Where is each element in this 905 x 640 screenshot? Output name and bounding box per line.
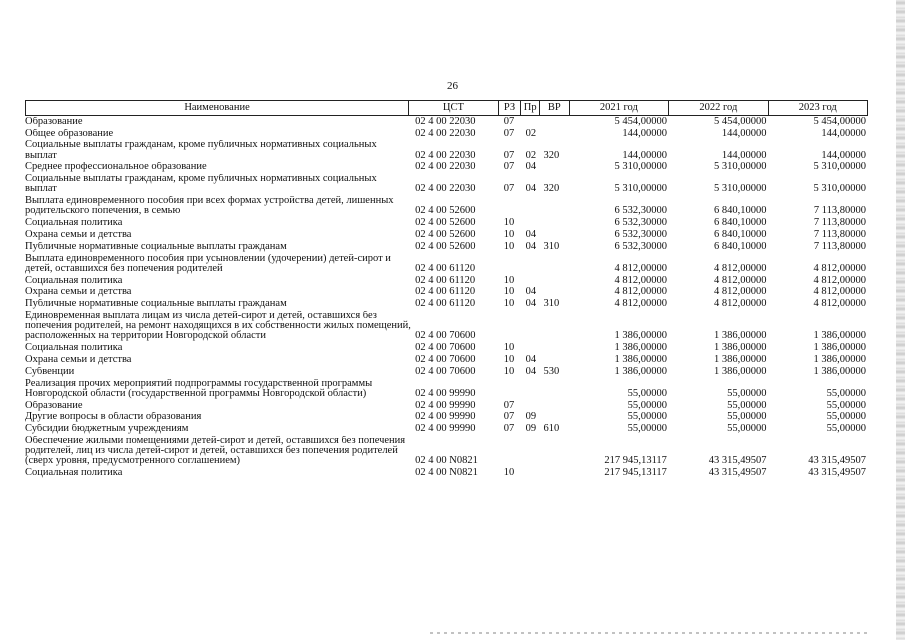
row-rz: 07 [503, 128, 515, 139]
row-value-2022: 43 315,49507 [708, 468, 767, 479]
row-name: Субвенции [25, 366, 75, 377]
row-rz: 07 [503, 424, 515, 435]
row-value-2021: 55,00000 [627, 388, 667, 399]
table-header [25, 100, 868, 116]
row-pr: 02 [525, 150, 537, 161]
row-cst: 02 4 00 70600 [415, 331, 476, 342]
table-row [25, 128, 868, 140]
table-row [25, 467, 868, 479]
row-value-2021: 6 532,30000 [614, 241, 667, 252]
table-row [25, 378, 868, 400]
row-name: Общее образование [25, 128, 114, 139]
row-value-2023: 144,00000 [821, 150, 866, 161]
row-rz: 07 [503, 412, 515, 423]
table-row [25, 253, 868, 275]
table-row [25, 287, 868, 299]
row-value-2022: 6 840,10000 [713, 218, 767, 229]
row-name: Выплата единовременного пособия при всех формах устройства детей, лишенных родительского попечения, в семью [25, 196, 394, 217]
row-rz: 10 [503, 287, 515, 298]
header-cst: ЦСТ [408, 101, 498, 115]
row-pr: 04 [525, 287, 537, 298]
row-value-2021: 1 386,00000 [614, 331, 667, 342]
row-vr: 610 [543, 424, 560, 435]
table-row [25, 298, 868, 310]
row-vr: 530 [543, 366, 560, 377]
row-value-2022: 4 812,00000 [713, 299, 767, 310]
row-value-2021: 4 812,00000 [614, 275, 667, 286]
row-rz: 10 [503, 343, 515, 354]
scan-bottom-artifact [430, 632, 870, 634]
row-value-2022: 1 386,00000 [713, 354, 767, 365]
row-value-2023: 144,00000 [821, 128, 866, 139]
row-vr: 310 [543, 241, 560, 252]
scan-edge-artifact [896, 0, 905, 640]
row-value-2022: 43 315,49507 [708, 456, 767, 467]
row-value-2023: 5 310,00000 [813, 184, 866, 195]
row-value-2023: 4 812,00000 [813, 263, 866, 274]
row-value-2023: 55,00000 [826, 412, 866, 423]
row-value-2021: 144,00000 [622, 150, 667, 161]
row-value-2021: 217 945,13117 [604, 468, 667, 479]
row-cst: 02 4 00 70600 [415, 343, 476, 354]
row-rz: 07 [503, 116, 515, 127]
row-value-2021: 6 532,30000 [614, 206, 667, 217]
row-value-2021: 5 310,00000 [614, 184, 667, 195]
row-cst: 02 4 00 22030 [415, 116, 476, 127]
row-value-2022: 6 840,10000 [713, 229, 767, 240]
row-value-2021: 1 386,00000 [614, 343, 667, 354]
row-value-2021: 144,00000 [622, 128, 667, 139]
row-name: Субсидии бюджетным учреждениям [25, 424, 189, 435]
row-name: Социальная политика [25, 218, 123, 229]
row-rz: 10 [503, 275, 515, 286]
row-value-2022: 1 386,00000 [713, 366, 767, 377]
row-vr: 310 [543, 299, 560, 310]
row-cst: 02 4 00 52600 [415, 206, 476, 217]
row-name: Другие вопросы в области образования [25, 412, 202, 423]
row-name: Публичные нормативные социальные выплаты гражданам [25, 299, 287, 310]
row-value-2021: 4 812,00000 [614, 299, 667, 310]
row-name: Социальная политика [25, 275, 123, 286]
row-value-2021: 55,00000 [627, 424, 667, 435]
row-value-2021: 6 532,30000 [614, 218, 667, 229]
row-value-2023: 7 113,80000 [813, 218, 866, 229]
row-value-2022: 5 310,00000 [713, 184, 767, 195]
table-row [25, 342, 868, 354]
row-value-2021: 5 454,00000 [614, 116, 667, 127]
row-value-2021: 1 386,00000 [614, 366, 667, 377]
row-value-2023: 43 315,49507 [808, 456, 866, 467]
row-value-2022: 55,00000 [727, 400, 767, 411]
table-body [25, 116, 868, 479]
row-value-2023: 1 386,00000 [813, 354, 866, 365]
row-value-2022: 4 812,00000 [713, 263, 767, 274]
row-pr: 09 [525, 424, 537, 435]
row-cst: 02 4 00 70600 [415, 354, 476, 365]
row-cst: 02 4 00 61120 [415, 275, 476, 286]
row-cst: 02 4 00 99990 [415, 412, 476, 423]
row-cst: 02 4 00 22030 [415, 150, 476, 161]
row-name: Выплата единовременного пособия при усыновлении (удочерении) детей-сирот и детей, оставшихся без попечения родителей [25, 253, 391, 274]
row-cst: 02 4 00 61120 [415, 299, 476, 310]
table-row [25, 400, 868, 412]
row-value-2023: 1 386,00000 [813, 331, 866, 342]
row-value-2022: 4 812,00000 [713, 275, 767, 286]
row-cst: 02 4 00 22030 [415, 162, 476, 173]
row-cst: 02 4 00 52600 [415, 218, 476, 229]
row-cst: 02 4 00 99990 [415, 424, 476, 435]
row-cst: 02 4 00 22030 [415, 184, 476, 195]
row-name: Обеспечение жилыми помещениями детей-сирот и детей, оставшихся без попечения родителей, лиц из числа детей-сирот и детей, оставшихся без попечения родителей (сверх уровня, предусмотренного соглашением) [25, 435, 406, 467]
table-row [25, 366, 868, 378]
row-value-2021: 55,00000 [627, 412, 667, 423]
row-cst: 02 4 00 99990 [415, 388, 476, 399]
row-rz: 10 [503, 468, 515, 479]
row-rz: 10 [503, 241, 515, 252]
row-value-2022: 144,00000 [721, 128, 767, 139]
row-pr: 04 [525, 162, 537, 173]
row-rz: 07 [503, 184, 515, 195]
row-value-2022: 55,00000 [727, 412, 767, 423]
table-row [25, 195, 868, 217]
row-value-2022: 5 310,00000 [713, 162, 767, 173]
row-pr: 04 [525, 229, 537, 240]
row-value-2021: 4 812,00000 [614, 263, 667, 274]
header-2022: 2022 год [668, 101, 767, 115]
row-pr: 04 [525, 184, 537, 195]
row-pr: 09 [525, 412, 537, 423]
row-name: Социальная политика [25, 343, 123, 354]
row-value-2021: 6 532,30000 [614, 229, 667, 240]
table-row [25, 217, 868, 229]
row-cst: 02 4 00 52600 [415, 229, 476, 240]
table-row [25, 354, 868, 366]
row-name: Среднее профессиональное образование [25, 162, 207, 173]
row-name: Социальные выплаты гражданам, кроме публичных нормативных социальных выплат [25, 174, 377, 195]
header-rz: РЗ [498, 101, 521, 115]
table-row [25, 116, 868, 128]
row-name: Социальная политика [25, 468, 123, 479]
row-name: Образование [25, 400, 83, 411]
row-rz: 10 [503, 366, 515, 377]
table-row [25, 275, 868, 287]
row-value-2022: 55,00000 [727, 388, 767, 399]
row-cst: 02 4 00 61120 [415, 287, 476, 298]
row-name: Охрана семьи и детства [25, 354, 132, 365]
row-rz: 07 [503, 162, 515, 173]
row-value-2021: 217 945,13117 [604, 456, 667, 467]
row-value-2023: 1 386,00000 [813, 366, 866, 377]
row-cst: 02 4 00 N0821 [415, 468, 478, 479]
table-row [25, 435, 868, 467]
row-cst: 02 4 00 61120 [415, 263, 476, 274]
row-name: Образование [25, 116, 83, 127]
row-pr: 04 [525, 241, 537, 252]
row-rz: 07 [503, 150, 515, 161]
table-row [25, 412, 868, 424]
row-rz: 07 [503, 400, 515, 411]
row-value-2022: 6 840,10000 [713, 206, 767, 217]
row-cst: 02 4 00 99990 [415, 400, 476, 411]
row-value-2023: 1 386,00000 [813, 343, 866, 354]
row-value-2023: 55,00000 [826, 388, 866, 399]
table-row [25, 162, 868, 174]
row-value-2023: 55,00000 [826, 400, 866, 411]
header-name: Наименование [184, 102, 250, 113]
page-number: 26 [447, 80, 458, 92]
row-value-2022: 6 840,10000 [713, 241, 767, 252]
row-rz: 10 [503, 299, 515, 310]
header-2021: 2021 год [569, 101, 668, 115]
table-row [25, 310, 868, 342]
row-pr: 02 [525, 128, 537, 139]
row-rz: 10 [503, 354, 515, 365]
row-name: Публичные нормативные социальные выплаты гражданам [25, 241, 287, 252]
table-row [25, 423, 868, 435]
row-value-2023: 4 812,00000 [813, 275, 866, 286]
header-2023: 2023 год [768, 101, 867, 115]
row-value-2023: 7 113,80000 [813, 229, 866, 240]
row-value-2023: 43 315,49507 [808, 468, 866, 479]
row-cst: 02 4 00 22030 [415, 128, 476, 139]
row-name: Реализация прочих мероприятий подпрограммы государственной программы Новгородской области (государственной программы Новгородской области) [25, 378, 373, 399]
row-value-2023: 4 812,00000 [813, 299, 866, 310]
row-value-2021: 55,00000 [627, 400, 667, 411]
row-value-2023: 4 812,00000 [813, 287, 866, 298]
table-row [25, 241, 868, 253]
header-vr: ВР [539, 101, 569, 115]
row-name: Охрана семьи и детства [25, 287, 132, 298]
table-row [25, 229, 868, 241]
row-pr: 04 [525, 299, 537, 310]
row-pr: 04 [525, 366, 537, 377]
row-pr: 04 [525, 354, 537, 365]
table-row [25, 173, 868, 195]
row-value-2022: 4 812,00000 [713, 287, 767, 298]
row-value-2023: 5 454,00000 [813, 116, 866, 127]
table-row [25, 140, 868, 162]
row-rz: 10 [503, 218, 515, 229]
row-value-2022: 55,00000 [727, 424, 767, 435]
row-cst: 02 4 00 N0821 [415, 456, 478, 467]
row-rz: 10 [503, 229, 515, 240]
row-value-2022: 1 386,00000 [713, 331, 767, 342]
row-value-2023: 7 113,80000 [813, 206, 866, 217]
row-vr: 320 [543, 150, 560, 161]
budget-table [25, 100, 868, 479]
row-value-2023: 7 113,80000 [813, 241, 866, 252]
row-value-2023: 55,00000 [826, 424, 866, 435]
row-cst: 02 4 00 70600 [415, 366, 476, 377]
row-value-2023: 5 310,00000 [813, 162, 866, 173]
row-value-2021: 4 812,00000 [614, 287, 667, 298]
row-name: Охрана семьи и детства [25, 229, 132, 240]
row-value-2021: 5 310,00000 [614, 162, 667, 173]
row-value-2022: 144,00000 [721, 150, 767, 161]
row-name: Социальные выплаты гражданам, кроме публичных нормативных социальных выплат [25, 140, 377, 161]
row-value-2022: 1 386,00000 [713, 343, 767, 354]
row-vr: 320 [543, 184, 560, 195]
row-value-2022: 5 454,00000 [713, 116, 767, 127]
row-name: Единовременная выплата лицам из числа детей-сирот и детей, оставшихся без попечения родителей, на ремонт находящихся в их собственности жилых помещений, расположенных на территории Новгородской области [25, 310, 411, 342]
header-pr: Пр [520, 101, 539, 115]
row-cst: 02 4 00 52600 [415, 241, 476, 252]
row-value-2021: 1 386,00000 [614, 354, 667, 365]
